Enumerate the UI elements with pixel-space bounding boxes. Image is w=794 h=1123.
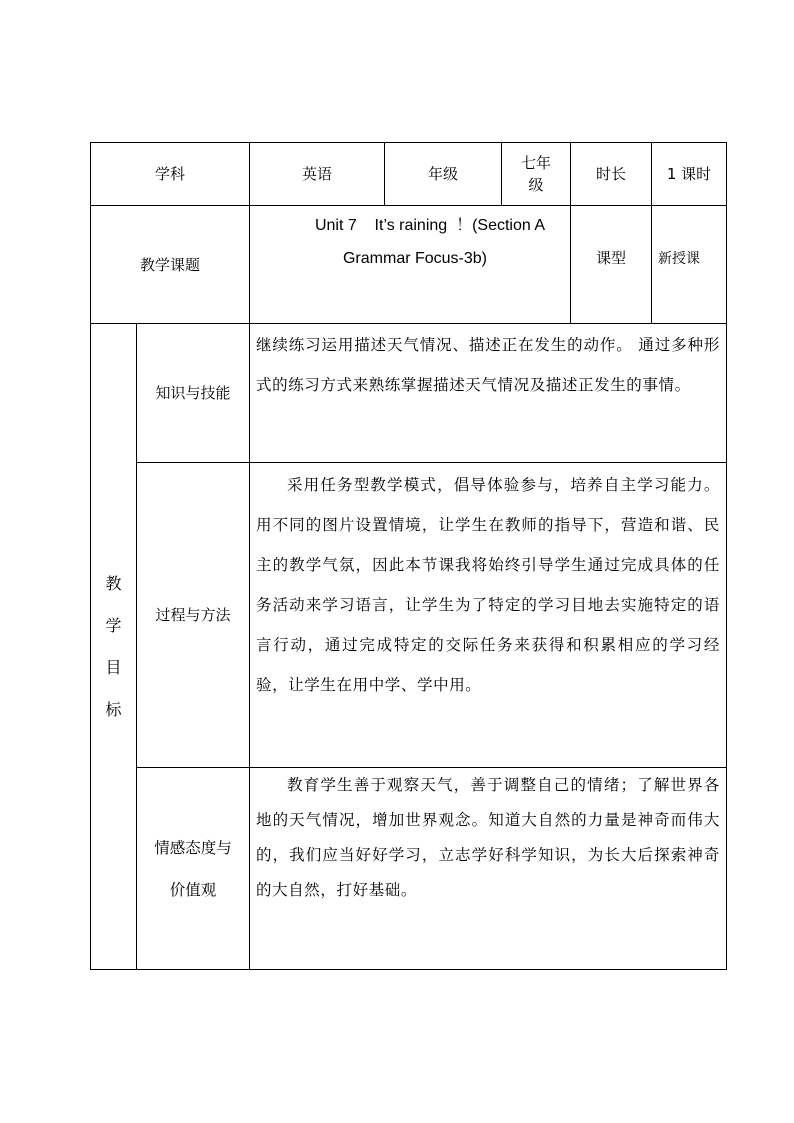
grade-label-text: 年级 bbox=[427, 165, 458, 183]
process-label bbox=[137, 463, 249, 767]
goals-group-label bbox=[91, 324, 136, 969]
duration-value-text: 1 课时 bbox=[666, 165, 712, 183]
topic-label-text: 教学课题 bbox=[139, 255, 200, 274]
subject-label bbox=[91, 143, 249, 205]
goals-char-3: 目 bbox=[105, 657, 122, 677]
topic-line1: Unit 7 It’s raining ！(Section A bbox=[314, 217, 546, 234]
subject-value-text: 英语 bbox=[301, 165, 332, 183]
process-label-text: 过程与方法 bbox=[155, 606, 231, 624]
goals-char-1: 教 bbox=[105, 573, 122, 593]
attitude-label bbox=[137, 768, 249, 969]
attitude-text bbox=[256, 768, 720, 966]
process-text-content: 采用任务型教学模式，倡导体验参与，培养自主学习能力。用不同的图片设置情境，让学生在教师的指导下，营造和谐、民主的教学气氛，因此本节课我将始终引导学生通过完成具体的任务活动来学习语言，让学生为了特定的学习目地去实施特定的语言行动，通过完成特定的交际任务来获得和积累相应的学习经验，让学生在用中学、学中用。 bbox=[256, 476, 720, 694]
knowledge-label bbox=[137, 324, 249, 462]
type-value-text: 新授课 bbox=[658, 251, 700, 267]
grade-label bbox=[385, 143, 501, 205]
attitude-label-line1: 情感态度与 bbox=[154, 838, 232, 857]
attitude-text-content: 教育学生善于观察天气，善于调整自己的情绪；了解世界各地的天气情况，增加世界观念。知道大自然的力量是神奇而伟大的，我们应当好好学习，立志学好科学知识，为长大后探索神奇的大自然，打好基础。 bbox=[256, 776, 720, 899]
goals-char-4: 标 bbox=[105, 699, 122, 719]
grade-value-line2: 级 bbox=[528, 176, 544, 194]
knowledge-label-text: 知识与技能 bbox=[155, 384, 231, 402]
topic-value bbox=[250, 209, 570, 319]
duration-label-text: 时长 bbox=[595, 165, 626, 183]
subject-value bbox=[250, 143, 384, 205]
subject-label-text: 学科 bbox=[154, 165, 185, 183]
grade-value bbox=[502, 143, 570, 205]
knowledge-text bbox=[256, 325, 720, 461]
type-label-text: 课型 bbox=[595, 249, 626, 267]
duration-label bbox=[571, 143, 651, 205]
knowledge-text-content: 继续练习运用描述天气情况、描述正在发生的动作。 通过多种形式的练习方式来熟练掌握描述天气情况及描述正发生的事情。 bbox=[256, 336, 720, 394]
type-label bbox=[571, 206, 651, 310]
attitude-label-line2: 价值观 bbox=[169, 880, 217, 899]
topic-label bbox=[91, 206, 249, 323]
goals-char-2: 学 bbox=[105, 615, 122, 635]
process-text bbox=[256, 465, 720, 765]
type-value bbox=[658, 248, 726, 272]
duration-value bbox=[652, 143, 726, 205]
grade-value-line1: 七年 bbox=[520, 154, 551, 172]
topic-line2: Grammar Focus-3b) bbox=[342, 250, 488, 267]
